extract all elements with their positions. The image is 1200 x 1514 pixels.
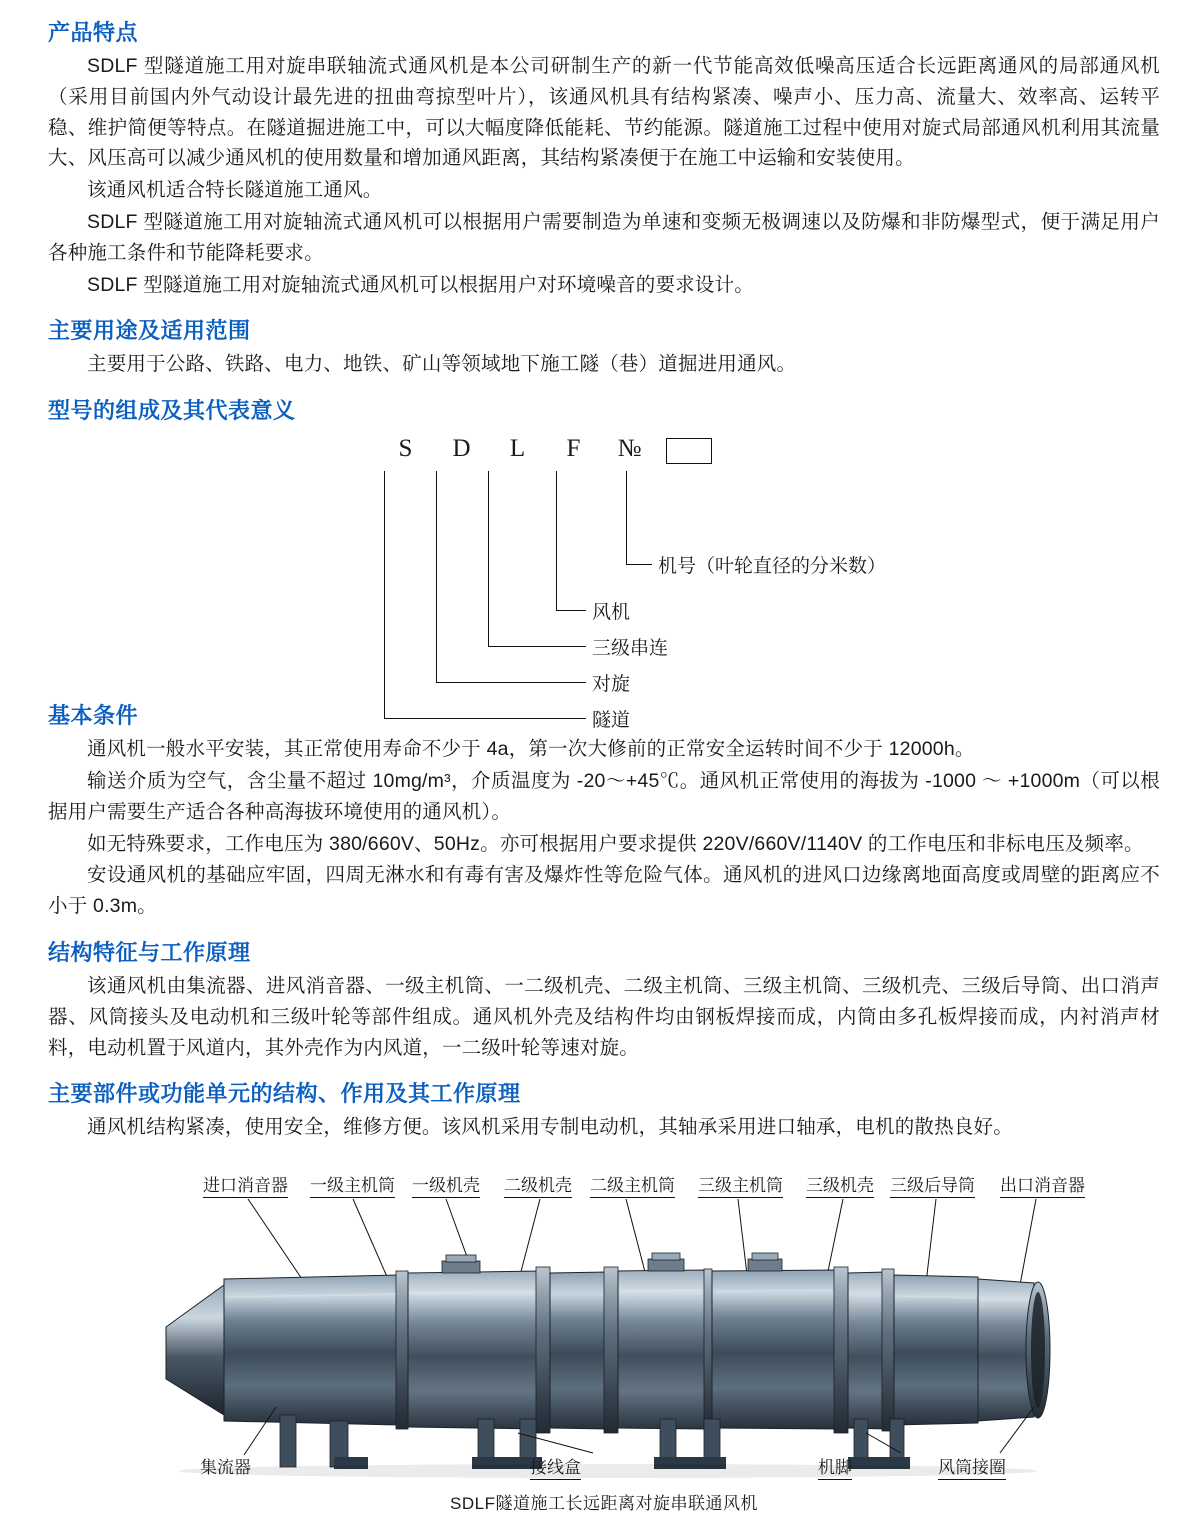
section-title-structure-principle: 结构特征与工作原理 [48, 939, 251, 965]
paragraph: SDLF 型隧道施工用对旋轴流式通风机可以根据用户对环境噪音的要求设计。 [87, 273, 754, 296]
leader-label-3: 三级串连 [592, 638, 669, 660]
figure-label-junction-box: 接线盒 [530, 1453, 581, 1480]
paragraph: 通风机结构紧凑，使用安全，维修方便。该风机采用专制电动机，其轴承采用进口轴承，电机的散热良好。 [87, 1116, 1013, 1139]
leader-label-4: 对旋 [592, 674, 631, 696]
paragraph: 输送介质为空气，含尘量不超过 10mg/m³，介质温度为 -20～+45℃。通风机正常使用的海拔为 -1000 ～ +1000m（可以根据用户需要生产适合各种高海拔环境使用的通风机）。 [48, 769, 1160, 823]
section-title-product-features: 产品特点 [48, 20, 139, 45]
paragraph: 如无特殊要求，工作电压为 380/660V、50Hz。亦可根据用户要求提供 220V/660V/1140V 的工作电压和非标电压及频率。 [87, 832, 1144, 855]
paragraph: 通风机一般水平安装，其正常使用寿命不少于 4a，第一次大修前的正常安全运转时间不少于 12000h。 [87, 738, 975, 761]
figure-label-stage3-rear-guide: 三级后导筒 [890, 1171, 975, 1198]
paragraph: 该通风机适合特长隧道施工通风。 [87, 179, 383, 202]
section-title-applications: 主要用途及适用范围 [48, 318, 251, 344]
fan-illustration [48, 1157, 1152, 1487]
figure-label-stage3-casing: 三级机壳 [806, 1171, 874, 1198]
paragraph: SDLF 型隧道施工用对旋串联轴流式通风机是本公司研制生产的新一代节能高效低噪高压适合长远距离通风的局部通风机（采用目前国内外气动设计最先进的扭曲弯掠型叶片），该通风机具有结构紧凑、噪声小、压力高、流量大、效率高、运转平稳、维护简便等特点。在隧道掘进施工中，可以大幅度降低能耗、节约能源。隧道施工过程中使用对旋式局部通风机利用其流量大、风压高可以减少通风机的使用数量和增加通风距离，其结构紧凑便于在施工中运输和安装使用。 [48, 55, 1160, 170]
figure-label-stage1-casing: 一级机壳 [412, 1171, 480, 1198]
leader-label-1: 机号（叶轮直径的分米数） [658, 556, 887, 578]
paragraph: 该通风机由集流器、进风消音器、一级主机筒、一二级机壳、二级主机筒、三级主机筒、三级机壳、三级后导筒、出口消声器、风筒接头及电动机和三级叶轮等部件组成。通风机外壳及结构件均由钢板焊接而成，内筒由多孔板焊接而成，内衬消声材料，电动机置于风道内，其外壳作为内风道，一二级叶轮等速对旋。 [48, 974, 1160, 1059]
paragraph: 安设通风机的基础应牢固，四周无淋水和有毒有害及爆炸性等危险气体。通风机的进风口边缘离地面高度或周壁的距离应不小于 0.3m。 [48, 864, 1160, 918]
figure-label-stage1-barrel: 一级主机筒 [310, 1171, 395, 1198]
leader-line-5 [384, 471, 586, 719]
figure-label-collector: 集流器 [200, 1458, 251, 1478]
leader-line-1 [626, 471, 652, 565]
model-letter-f: F [566, 435, 582, 463]
figure-label-outlet-silencer: 出口消音器 [1000, 1171, 1085, 1198]
section-title-basic-conditions: 基本条件 [48, 703, 139, 729]
figure-label-inlet-silencer: 进口消音器 [203, 1171, 288, 1198]
leader-label-2: 风机 [592, 602, 631, 624]
figure-caption: SDLF隧道施工长远距离对旋串联通风机 [450, 1494, 758, 1514]
figure-label-stage3-barrel: 三级主机筒 [698, 1171, 783, 1198]
model-letter-l: L [509, 435, 527, 463]
figure-label-machine-foot: 机脚 [818, 1453, 852, 1480]
leader-label-5: 隧道 [592, 710, 631, 732]
model-letter-s: S [398, 435, 414, 463]
figure-label-stage2-barrel: 二级主机筒 [590, 1171, 675, 1198]
section-title-model-code: 型号的组成及其代表意义 [48, 398, 296, 424]
figure-label-duct-ring: 风筒接圈 [938, 1453, 1006, 1480]
paragraph: 主要用于公路、铁路、电力、地铁、矿山等领域地下施工隧（巷）道掘进用通风。 [87, 353, 797, 376]
figure-label-stage2-casing: 二级机壳 [504, 1171, 572, 1198]
model-code-letters [378, 435, 712, 464]
section-title-main-components: 主要部件或功能单元的结构、作用及其工作原理 [48, 1081, 521, 1107]
paragraph: SDLF 型隧道施工用对旋轴流式通风机可以根据用户需要制造为单速和变频无极调速以及防爆和非防爆型式，便于满足用户各种施工条件和节能降耗要求。 [48, 210, 1160, 264]
model-letter-no: № [617, 435, 643, 463]
model-letter-d: D [452, 435, 472, 463]
model-number-box [666, 438, 712, 464]
